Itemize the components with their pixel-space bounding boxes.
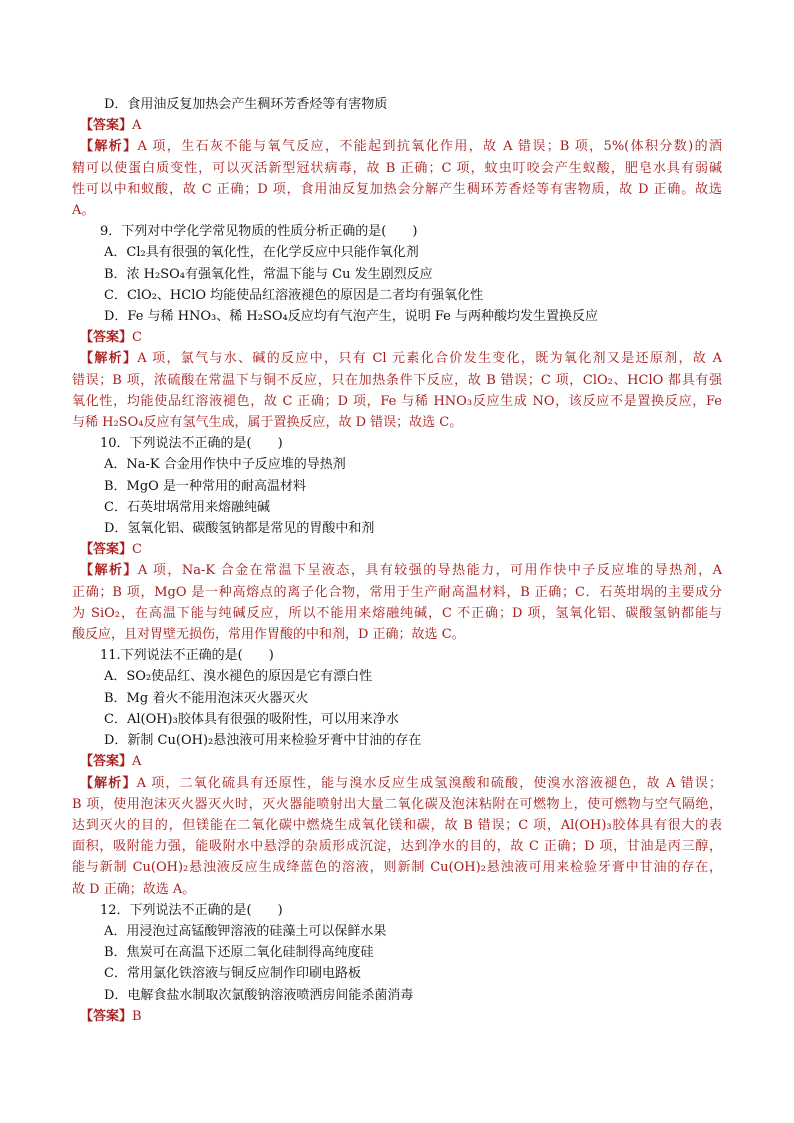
explanation-line	[72, 200, 722, 221]
question-stem: 9．下列对中学化学常见物质的性质分析正确的是( )	[100, 224, 418, 240]
explanation-line	[72, 857, 722, 878]
answer-option: D．氢氧化铝、碳酸氢钠都是常见的胃酸中和剂	[104, 521, 375, 537]
answer-option: B．焦炭可在高温下还原二氧化硅制得高纯度硅	[104, 945, 374, 961]
explanation-line	[72, 158, 722, 179]
answer-value: C	[132, 330, 142, 346]
answer-option: C．ClO₂、HClO 均能使品红溶液褪色的原因是二者均有强氧化性	[104, 287, 484, 303]
explanation-line	[72, 879, 722, 900]
explanation-text: 氧化性，均能使品红溶液褪色，故 C 正确；D 项，Fe 与稀 HNO₃反应生成 NO，该反应不是置换反应，Fe	[72, 393, 722, 409]
explanation-text: A 项，二氧化硫具有还原性，能与溴水反应生成氢溴酸和硫酸，使溴水溶液褪色，故 A 错误；	[136, 775, 722, 791]
answer-value: B	[132, 1008, 142, 1024]
answer-line	[72, 327, 722, 348]
answer-option: A．Cl₂具有很强的氧化性，在化学反应中只能作氧化剂	[104, 245, 419, 261]
answer-option: A．SO₂使品红、溴水褪色的原因是它有漂白性	[104, 669, 373, 685]
answer-option: C．Al(OH)₃胶体具有很强的吸附性，可以用来净水	[104, 711, 399, 727]
explanation-text: 达到灭火的目的，但镁能在二氧化碳中燃烧生成氧化镁和碳，故 B 错误；C 项，Al(OH)₃胶体具有很大的表	[72, 817, 722, 833]
answer-option: D．Fe 与稀 HNO₃、稀 H₂SO₄反应均有气泡产生，说明 Fe 与两种酸均发生置换反应	[104, 309, 598, 325]
explanation-line	[72, 179, 722, 200]
answer-tag: 【答案】	[80, 1008, 133, 1024]
explanation-line	[72, 836, 722, 857]
explanation-line	[72, 603, 722, 624]
answer-option: C．常用氯化铁溶液与铜反应制作印刷电路板	[104, 966, 361, 982]
explanation-text: B 项，使用泡沫灭火器灭火时，灭火器能喷射出大量二氧化碳及泡沫粘附在可燃物上，使可燃物与空气隔绝，	[72, 796, 722, 812]
answer-line	[72, 1006, 722, 1027]
explanation-line	[72, 815, 722, 836]
question-stem: 11.下列说法不正确的是( )	[100, 648, 274, 664]
explanation-line	[72, 773, 722, 794]
explanation-tag: 【解析】	[80, 351, 138, 367]
answer-option: A．Na-K 合金用作快中子反应堆的导热剂	[104, 457, 346, 473]
answer-tag: 【答案】	[80, 118, 133, 134]
explanation-text: 正确；B 项，MgO 是一种高熔点的离子化合物，常用于生产耐高温材料，B 正确；C．石英坩埚的主要成分	[72, 584, 722, 600]
explanation-text: 故 D 正确；故选 A。	[72, 881, 196, 897]
answer-value: A	[132, 754, 142, 770]
explanation-line	[72, 348, 722, 369]
answer-option: C．石英坩埚常用来熔融纯碱	[104, 499, 270, 515]
answer-value: A	[132, 118, 142, 134]
document-page	[72, 94, 722, 1027]
answer-tag: 【答案】	[80, 754, 133, 770]
explanation-text: 精可以使蛋白质变性，可以灭活新型冠状病毒，故 B 正确；C 项，蚊虫叮咬会产生蚁酸，肥皂水具有弱碱	[72, 160, 722, 176]
explanation-tag: 【解析】	[80, 139, 138, 155]
answer-option: D．新制 Cu(OH)₂悬浊液可用来检验牙膏中甘油的存在	[104, 733, 422, 749]
explanation-text: A。	[72, 203, 95, 219]
answer-tag: 【答案】	[80, 542, 133, 558]
answer-line	[72, 539, 722, 560]
question-stem: 10．下列说法不正确的是( )	[100, 436, 283, 452]
answer-option: D．食用油反复加热会产生稠环芳香烃等有害物质	[104, 97, 388, 112]
explanation-line	[72, 560, 722, 581]
answer-option: A．用浸泡过高锰酸钾溶液的硅藻土可以保鲜水果	[104, 923, 387, 939]
explanation-line	[72, 370, 722, 391]
explanation-text: 性可以中和蚁酸，故 C 正确；D 项，食用油反复加热会分解产生稠环芳香烃等有害物质，故 D 正确。故选	[72, 181, 722, 197]
explanation-text: 酸反应，且对胃壁无损伤，常用作胃酸的中和剂，D 正确；故选 C。	[72, 627, 465, 643]
explanation-tag: 【解析】	[80, 563, 138, 579]
answer-line	[72, 751, 722, 772]
explanation-text: 错误；B 项，浓硫酸在常温下与铜不反应，只在加热条件下反应，故 B 错误；C 项，ClO₂、HClO 都具有强	[72, 372, 722, 388]
explanation-text: A 项，氯气与水、碱的反应中，只有 Cl 元素化合价发生变化，既为氧化剂又是还原剂，故 A	[137, 351, 722, 367]
answer-line	[72, 115, 722, 136]
answer-tag: 【答案】	[80, 330, 133, 346]
explanation-tag: 【解析】	[80, 775, 137, 791]
answer-option: B．MgO 是一种常用的耐高温材料	[104, 478, 306, 494]
answer-value: C	[132, 542, 142, 558]
explanation-text: A 项，生石灰不能与氧气反应，不能起到抗氧化作用，故 A 错误；B 项，5%(体积分数)的酒	[137, 139, 722, 155]
answer-option: B．Mg 着火不能用泡沫灭火器灭火	[104, 690, 309, 706]
explanation-text: A 项，Na-K 合金在常温下呈液态，具有较强的导热能力，可用作快中子反应堆的导热剂，A	[137, 563, 722, 579]
explanation-line	[72, 412, 722, 433]
explanation-line	[72, 794, 722, 815]
answer-option: D．电解食盐水制取次氯酸钠溶液喷洒房间能杀菌消毒	[104, 987, 414, 1003]
explanation-text: 能与新制 Cu(OH)₂悬浊液反应生成绛蓝色的溶液，则新制 Cu(OH)₂悬浊液可用来检验牙膏中甘油的存在，	[72, 860, 722, 876]
question-stem: 12．下列说法不正确的是( )	[100, 902, 283, 918]
explanation-text: 与稀 H₂SO₄反应有氢气生成，属于置换反应，故 D 错误；故选 C。	[72, 415, 463, 431]
explanation-line	[72, 136, 722, 157]
explanation-text: 面积，吸附能力强，能吸附水中悬浮的杂质形成沉淀，达到净水的目的，故 C 正确；D 项，甘油是丙三醇，	[72, 839, 722, 855]
explanation-line	[72, 391, 722, 412]
explanation-line	[72, 582, 722, 603]
answer-option: B．浓 H₂SO₄有强氧化性，常温下能与 Cu 发生剧烈反应	[104, 266, 433, 282]
explanation-line	[72, 624, 722, 645]
explanation-text: 为 SiO₂，在高温下能与纯碱反应，所以不能用来熔融纯碱，C 不正确；D 项，氢氧化铝、碳酸氢钠都能与	[72, 605, 722, 621]
